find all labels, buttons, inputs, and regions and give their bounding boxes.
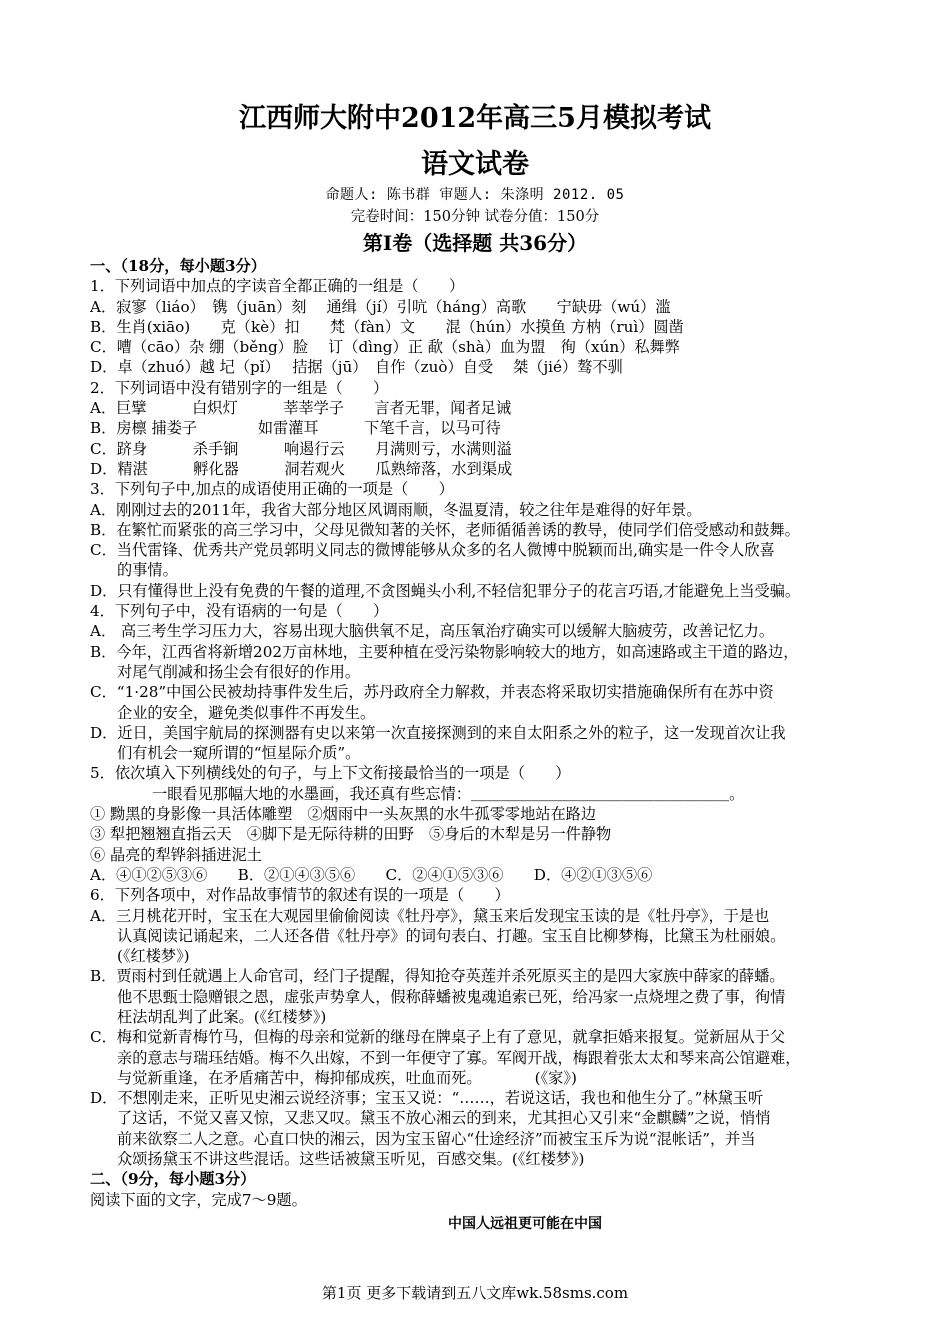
section2-heading: 二、（9分，每小题3分）: [90, 1170, 256, 1189]
q6-option-a: A．三月桃花开时，宝玉在大观园里偷偷阅读《牡丹亭》，黛玉来后发现宝玉读的是《牡丹亭》，于是也: [90, 906, 770, 925]
q3-option-c: C．当代雷锋、优秀共产党员郭明义同志的微博能够从众多的名人微博中脱颖而出,确实是一件令人欣喜: [90, 541, 775, 560]
q3-option-c-cont: 的事情。: [117, 561, 178, 580]
q5-sentences-2: ③ 犁把翘翘直指云天 ④脚下是无际待耕的田野 ⑤身后的木犁是另一件静物: [90, 825, 612, 844]
q4-stem: 4．下列句子中，没有语病的一句是（ ）: [90, 602, 389, 621]
q5-sentences-1: ① 黝黑的身影像一具活体雕塑 ②烟雨中一头灰黑的水牛孤零零地站在路边: [90, 805, 597, 824]
part1-title: 第Ⅰ卷（选择题 共36分）: [362, 231, 588, 255]
q6-option-b-cont2: 枉法胡乱判了此案。(《红楼梦》): [117, 1007, 327, 1026]
section2-instruction: 阅读下面的文字，完成7～9题。: [90, 1190, 307, 1209]
q4-option-d-cont: 们有机会一窥所谓的“恒星际介质”。: [117, 744, 361, 763]
q4-option-c: C．“1·28”中国公民被劫持事件发生后，苏丹政府全力解救，并表态将采取切实措施确保所有在苏中资: [90, 683, 774, 702]
q4-option-d: D．近日，美国宇航局的探测器有史以来第一次直接探测到的来自太阳系之外的粒子，这一发现首次让我: [90, 723, 786, 742]
q6-option-a-source: (《红楼梦》): [117, 947, 190, 966]
q4-option-b: B．今年，江西省将新增202万亩林地，主要种植在受污染物影响较大的地方，如高速路或主干道的路边，: [90, 642, 799, 661]
q3-option-b: B．在繁忙而紧张的高三学习中，父母见微知著的关怀，老师循循善诱的教导，使同学们倍受感动和鼓舞。: [90, 520, 800, 539]
exam-title: 江西师大附中2012年高三5月模拟考试: [239, 103, 711, 134]
page-footer: 第1页 更多下载请到五八文库wk.58sms.com: [321, 1284, 629, 1302]
q2-option-b: B．房檩 捕娄子 如雷灌耳 下笔千言，以马可待: [90, 419, 501, 438]
exam-body: [90, 256, 880, 1234]
q6-option-d-cont: 了这话，不觉又喜又惊，又悲又叹。黛玉不放心湘云的到来，尤其担心又引来“金麒麟”之说，悄悄: [117, 1109, 771, 1128]
q6-option-b-cont: 他不思甄士隐赠银之恩，虚张声势拿人，假称薛蟠被鬼魂追索已死，给冯家一点烧埋之费了事，徇情: [117, 987, 786, 1006]
time-score-line: 完卷时间：150分钟 试卷分值：150分: [350, 209, 600, 225]
q2-option-a: A．巨擘 白炽灯 莘莘学子 言者无罪，闻者足诫: [90, 399, 512, 418]
q2-stem: 2．下列词语中没有错别字的一组是（ ）: [90, 378, 389, 397]
q6-option-c: C．梅和觉新青梅竹马，但梅的母亲和觉新的继母在牌桌子上有了意见，就拿拒婚来报复。觉新屈从于父: [90, 1028, 786, 1047]
q3-stem: 3．下列句子中,加点的成语使用正确的一项是（ ）: [90, 480, 454, 499]
section1-heading: 一、（18分，每小题3分）: [90, 257, 266, 275]
q6-option-b: B．贾雨村到任就遇上人命官司，经门子提醒，得知抢夺英莲并杀死原买主的是四大家族中薛家的薛蟠。: [90, 967, 785, 986]
q3-option-d: D．只有懂得世上没有免费的午餐的道理,不贪图蝇头小利,不轻信犯罪分子的花言巧语,才能避免上当受骗。: [90, 581, 801, 600]
q1-option-d: D．卓（zhuó）越 圮（pǐ） 拮据（jū） 自作（zuò）自受 桀（jié）骜不驯: [90, 358, 623, 377]
q6-option-c-cont2: 与觉新重逢，在矛盾痛苦中，梅抑郁成疾，吐血而死。 (《家》): [117, 1068, 577, 1087]
q5-stem: 5．依次填入下列横线处的句子，与上下文衔接最恰当的一项是（ ）: [90, 764, 571, 783]
q6-option-a-cont: 认真阅读记诵起来，二人还各借《牡丹亭》的词句表白、打趣。宝玉自比柳梦梅，比黛玉为杜丽娘。: [117, 926, 786, 945]
q4-option-b-cont: 对尾气削减和扬尘会有很好的作用。: [117, 662, 360, 681]
authors-line: 命题人: 陈书群 审题人: 朱涤明 2012. 05: [325, 187, 625, 203]
q2-option-c: C．跻身 杀手锏 响遏行云 月满则亏，水满则溢: [90, 439, 512, 458]
q5-passage: 一眼看见那幅大地的水墨画，我还真有些忘情：＿＿＿＿＿＿＿＿＿＿＿＿＿＿＿＿＿。: [152, 784, 745, 803]
q5-options: A．④①②⑤③⑥ B．②①④③⑤⑥ C．②④①⑤③⑥ D．④②①③⑤⑥: [90, 865, 653, 884]
q6-option-c-cont: 亲的意志与瑞珏结婚。梅不久出嫁，不到一年便守了寡。军阀开战，梅跟着张太太和琴来高公馆避难，: [117, 1048, 801, 1067]
q6-option-d-cont2: 前来欲察二人之意。心直口快的湘云，因为宝玉留心“仕途经济”而被宝玉斥为说“混帐话”，并当: [117, 1129, 756, 1148]
q1-option-b: B．生肖(xiāo) 克（kè）扣 梵（fàn）文 混（hún）水摸鱼 方枘（ruì）圆凿: [90, 317, 684, 336]
q6-option-d: D．不想刚走来，正听见史湘云说经济事；宝玉又说：“……，若说这话，我也和他生分了。”林黛玉听: [90, 1089, 764, 1108]
exam-subtitle: 语文试卷: [421, 149, 529, 180]
q6-option-d-cont3: 众颂扬黛玉不讲这些混话。这些话被黛玉听见，百感交集。(《红楼梦》): [117, 1150, 585, 1169]
q5-sentences-3: ⑥ 晶亮的犁铧斜插进泥土: [90, 845, 262, 864]
q4-option-c-cont: 企业的安全，避免类似事件不再发生。: [117, 703, 376, 722]
q2-option-d: D．精湛 孵化器 洞若观火 瓜熟缔落，水到渠成: [90, 459, 513, 478]
q1-option-a: A．寂寥（liáo） 镌（juān）刻 通缉（jí）引吭（háng）高歌 宁缺毋（wú）滥: [90, 297, 671, 316]
q1-option-c: C．嘈（cāo）杂 绷（běng）脸 订（dìng）正 歃（shà）血为盟 徇（xún）私舞弊: [90, 338, 680, 357]
q1-stem: 1．下列词语中加点的字读音全都正确的一组是（ ）: [90, 277, 465, 296]
q6-stem: 6．下列各项中，对作品故事情节的叙述有误的一项是（ ）: [90, 886, 510, 905]
q3-option-a: A．刚刚过去的2011年，我省大部分地区风调雨顺，冬温夏清，较之往年是难得的好年景。: [90, 500, 702, 519]
q4-option-a: A． 高三考生学习压力大，容易出现大脑供氧不足，高压氧治疗确实可以缓解大脑疲劳，改善记忆力。: [90, 622, 775, 641]
article-title: 中国人远祖更可能在中国: [448, 1215, 602, 1232]
